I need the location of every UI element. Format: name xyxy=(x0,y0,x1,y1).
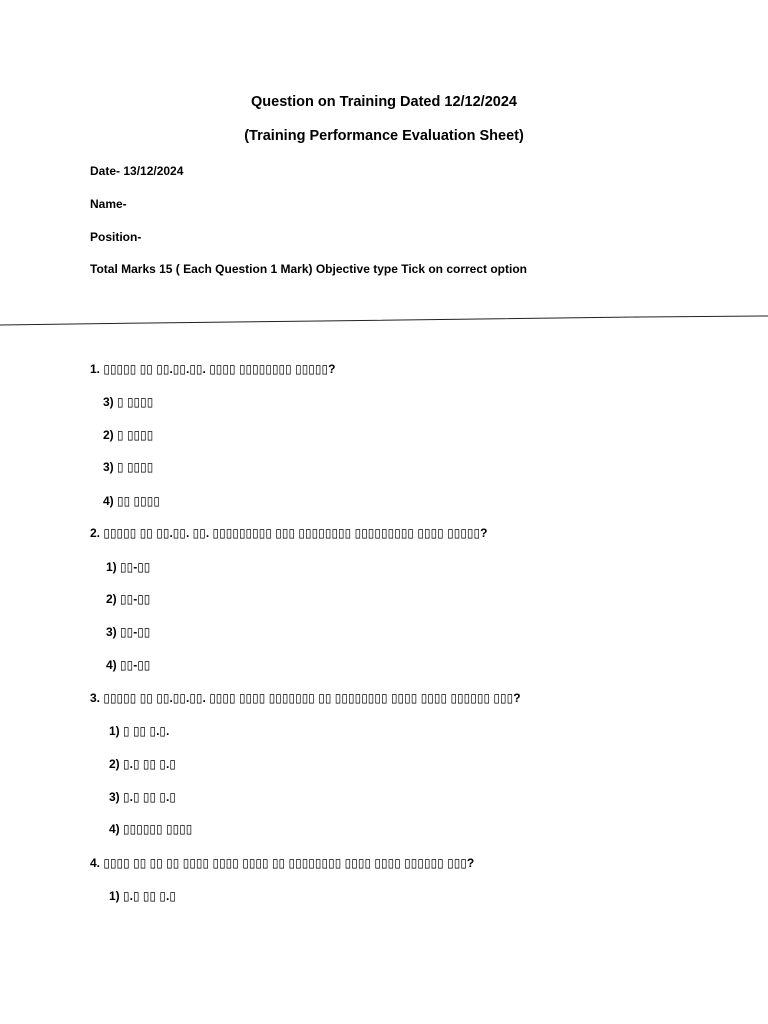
q3-option-4[interactable]: 4) ▯▯▯▯▯▯ ▯▯▯▯ xyxy=(109,822,193,836)
position-field: Position- xyxy=(90,230,142,244)
question-1: 1. ▯▯▯▯▯ ▯▯ ▯▯.▯▯.▯▯. ▯▯▯▯ ▯▯▯▯▯▯▯▯ ▯▯▯▯▯? xyxy=(90,362,336,376)
q2-option-1[interactable]: 1) ▯▯-▯▯ xyxy=(106,560,151,574)
instructions-text: Total Marks 15 ( Each Question 1 Mark) Objective type Tick on correct option xyxy=(90,262,528,276)
q2-option-2[interactable]: 2) ▯▯-▯▯ xyxy=(106,592,151,606)
sheet-title: Question on Training Dated 12/12/2024 xyxy=(251,94,517,110)
q2-option-3[interactable]: 3) ▯▯-▯▯ xyxy=(106,625,151,639)
q1-option-4[interactable]: 4) ▯▯ ▯▯▯▯ xyxy=(103,494,160,508)
name-field: Name- xyxy=(90,197,127,211)
q3-option-1[interactable]: 1) ▯ ▯▯ ▯.▯. xyxy=(109,724,170,738)
q2-option-4[interactable]: 4) ▯▯-▯▯ xyxy=(106,658,151,672)
q1-option-3[interactable]: 3) ▯ ▯▯▯▯ xyxy=(103,460,154,474)
q4-option-1[interactable]: 1) ▯.▯ ▯▯ ▯.▯ xyxy=(109,889,176,903)
sheet-subtitle: (Training Performance Evaluation Sheet) xyxy=(244,128,524,144)
date-field: Date- 13/12/2024 xyxy=(90,164,184,178)
q3-option-2[interactable]: 2) ▯.▯ ▯▯ ▯.▯ xyxy=(109,757,176,771)
question-4: 4. ▯▯▯▯ ▯▯ ▯▯ ▯▯ ▯▯▯▯ ▯▯▯▯ ▯▯▯▯ ▯▯ ▯▯▯▯▯▯▯▯ ▯▯▯▯ ▯▯▯▯ ▯▯▯▯▯▯ ▯▯▯? xyxy=(90,856,475,870)
question-2: 2. ▯▯▯▯▯ ▯▯ ▯▯.▯▯. ▯▯. ▯▯▯▯▯▯▯▯▯ ▯▯▯ ▯▯▯▯▯▯▯▯ ▯▯▯▯▯▯▯▯▯ ▯▯▯▯ ▯▯▯▯▯? xyxy=(90,526,488,540)
divider-line xyxy=(0,310,768,330)
q3-option-3[interactable]: 3) ▯.▯ ▯▯ ▯.▯ xyxy=(109,790,176,804)
q1-option-1[interactable]: 3) ▯ ▯▯▯▯ xyxy=(103,395,154,409)
q1-option-2[interactable]: 2) ▯ ▯▯▯▯ xyxy=(103,428,154,442)
question-3: 3. ▯▯▯▯▯ ▯▯ ▯▯.▯▯.▯▯. ▯▯▯▯ ▯▯▯▯ ▯▯▯▯▯▯▯ ▯▯ ▯▯▯▯▯▯▯▯ ▯▯▯▯ ▯▯▯▯ ▯▯▯▯▯▯ ▯▯▯? xyxy=(90,691,521,705)
